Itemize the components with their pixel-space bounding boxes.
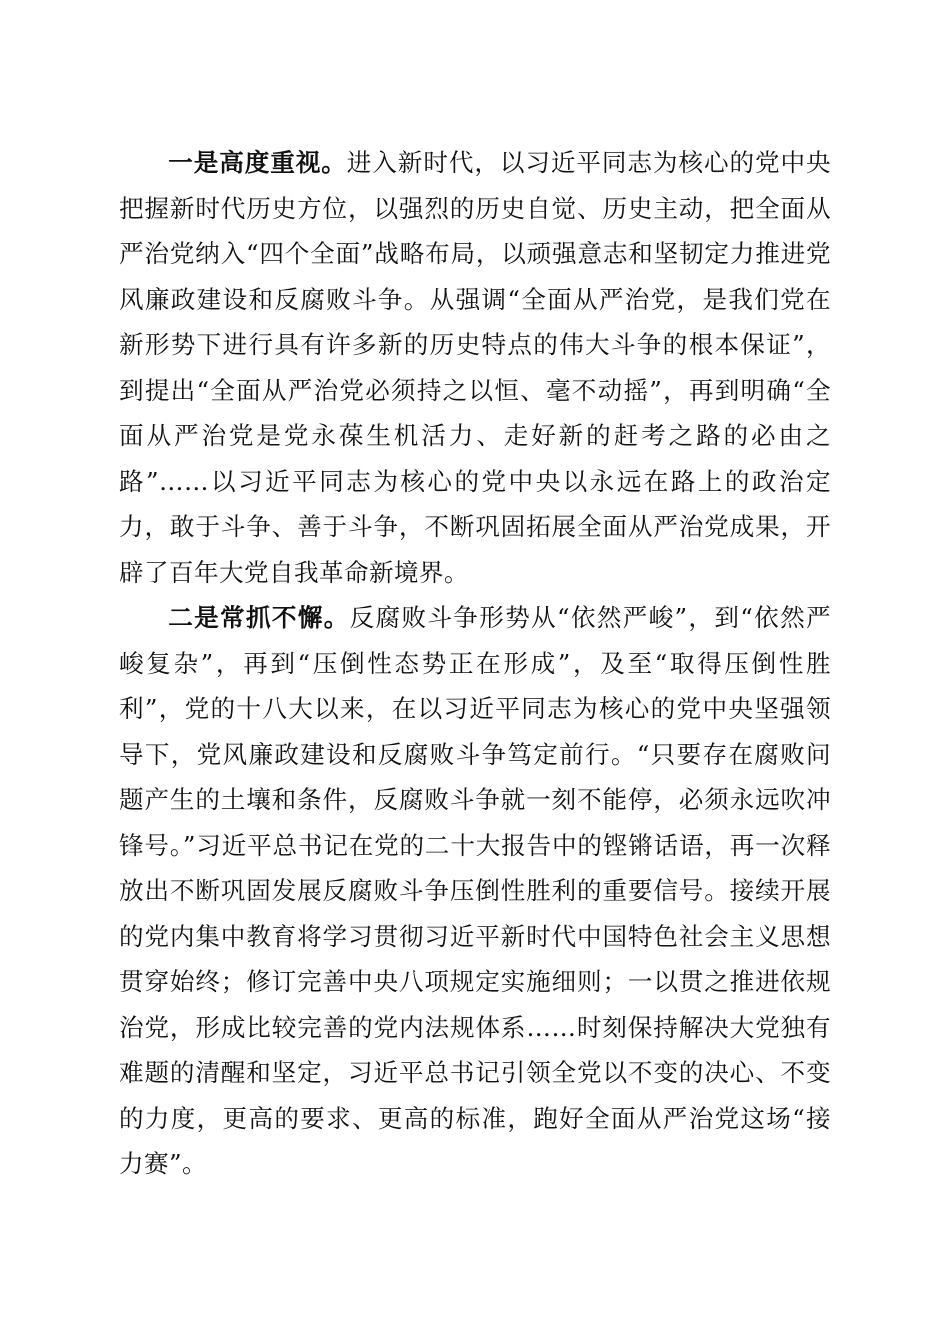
paragraph-1-text: 进入新时代，以习近平同志为核心的党中央把握新时代历史方位，以强烈的历史自觉、历史主动，把全面从严治党纳入“四个全面”战略布局，以顽强意志和坚韧定力推进党风廉政建设和反腐败斗争。从强调“全面从严治党，是我们党在新形势下进行具有许多新的历史特点的伟大斗争的根本保证”，到提出“全面从严治党必须持之以恒、毫不动摇”，再到明确“全面从严治党是党永葆生机活力、走好新的赶考之路的必由之路”……以习近平同志为核心的党中央以永远在路上的政治定力，敢于斗争、善于斗争，不断巩固拓展全面从严治党成果，开辟了百年大党自我革命新境界。 (119, 148, 831, 587)
paragraph-2 (119, 595, 831, 1187)
paragraph-2-text: 反腐败斗争形势从“依然严峻”，到“依然严峻复杂”，再到“压倒性态势正在形成”，及至“取得压倒性胜利”，党的十八大以来，在以习近平同志为核心的党中央坚强领导下，党风廉政建设和反腐败斗争笃定前行。“只要存在腐败问题产生的土壤和条件，反腐败斗争就一刻不能停，必须永远吹冲锋号。”习近平总书记在党的二十大报告中的铿锵话语，再一次释放出不断巩固发展反腐败斗争压倒性胜利的重要信号。接续开展的党内集中教育将学习贯彻习近平新时代中国特色社会主义思想贯穿始终；修订完善中央八项规定实施细则；一以贯之推进依规治党，形成比较完善的党内法规体系……时刻保持解决大党独有难题的清醒和坚定，习近平总书记引领全党以不变的决心、不变的力度，更高的要求、更高的标准，跑好全面从严治党这场“接力赛”。 (119, 603, 831, 1178)
paragraph-2-lead: 二是常抓不懈。 (168, 603, 350, 632)
document-body (119, 140, 831, 1187)
paragraph-1-lead: 一是高度重视。 (168, 148, 347, 177)
paragraph-1 (119, 140, 831, 595)
